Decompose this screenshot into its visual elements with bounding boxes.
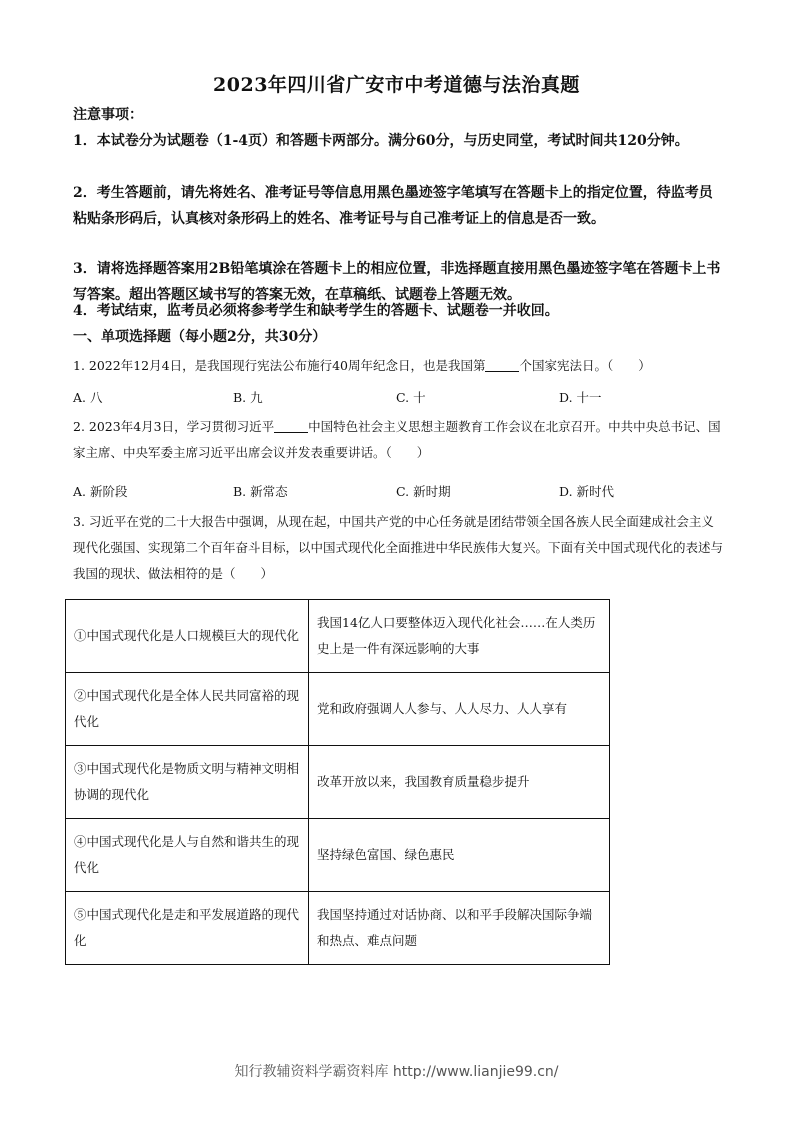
table-cell-statement: ②中国式现代化是全体人民共同富裕的现代化 (66, 673, 309, 746)
question-1-text-after: 个国家宪法日。（ ） (519, 358, 651, 373)
table-row (66, 673, 610, 746)
question-1-text-before: 1. 2022年12月4日，是我国现行宪法公布施行40周年纪念日，也是我国第 (73, 358, 486, 373)
notice-item-4: 4．考试结束，监考员必须将参考学生和缺考学生的答题卡、试题卷一并收回。 (73, 303, 559, 319)
option-c: C. 十 (396, 390, 426, 405)
table-cell-statement: ③中国式现代化是物质文明与精神文明相协调的现代化 (66, 746, 309, 819)
option-d: D. 新时代 (559, 484, 615, 499)
question-2-text-before: 2. 2023年4月3日，学习贯彻习近平 (73, 419, 275, 434)
table-row (66, 819, 610, 892)
option-b: B. 新常态 (233, 484, 288, 499)
question-3: 3. 习近平在党的二十大报告中强调，从现在起，中国共产党的中心任务就是团结带领全国各族人民全面建成社会主义现代化强国、实现第二个百年奋斗目标，以中国式现代化全面推进中华民族伟大复兴。下面有关中国式现代化的表述与我国的现状、做法相符的是（ ） (73, 514, 724, 581)
table-cell-statement: ①中国式现代化是人口规模巨大的现代化 (66, 600, 309, 673)
question-2 (73, 414, 725, 466)
option-c: C. 新时期 (396, 484, 451, 499)
table-cell-statement: ⑤中国式现代化是走和平发展道路的现代化 (66, 892, 309, 965)
question-2-options (73, 482, 725, 502)
notice-heading: 注意事项： (73, 107, 143, 123)
table-cell-fact: 党和政府强调人人参与、人人尽力、人人享有 (309, 673, 610, 746)
footer-watermark: 知行教辅资料学霸资料库 http://www.lianjie99.cn/ (234, 1064, 559, 1080)
section-heading: 一、单项选择题（每小题2分，共30分） (73, 329, 327, 345)
option-d: D. 十一 (559, 390, 602, 405)
table-row (66, 892, 610, 965)
question-3-table (65, 599, 610, 965)
question-2-text-after: 中国特色社会主义思想主题教育工作会议在北京召开。中共中央总书记、国家主席、中央军委主席习近平出席会议并发表重要讲话。（ ） (73, 419, 721, 460)
table-cell-fact: 我国坚持通过对话协商、以和平手段解决国际争端和热点、难点问题 (309, 892, 610, 965)
notice-item-3: 3．请将选择题答案用2B铅笔填涂在答题卡上的相应位置，非选择题直接用黑色墨迹签字笔在答题卡上书写答案。超出答题区域书写的答案无效，在草稿纸、试题卷上答题无效。 (73, 261, 721, 303)
table-cell-fact: 我国14亿人口要整体迈入现代化社会……在人类历史上是一件有深远影响的大事 (309, 600, 610, 673)
question-1-options (73, 388, 725, 408)
table-row (66, 600, 610, 673)
table-cell-statement: ④中国式现代化是人与自然和谐共生的现代化 (66, 819, 309, 892)
exam-title: 2023年四川省广安市中考道德与法治真题 (213, 74, 580, 96)
table-cell-fact: 改革开放以来，我国教育质量稳步提升 (309, 746, 610, 819)
option-a: A. 新阶段 (73, 484, 128, 499)
table-cell-fact: 坚持绿色富国、绿色惠民 (309, 819, 610, 892)
answer-blank (485, 358, 519, 372)
notice-item-2: 2．考生答题前，请先将姓名、准考证号等信息用黑色墨迹签字笔填写在答题卡上的指定位置，待监考员粘贴条形码后，认真核对条形码上的姓名、准考证号与自己准考证上的信息是否一致。 (73, 185, 713, 227)
option-b: B. 九 (233, 390, 263, 405)
table-row (66, 746, 610, 819)
answer-blank (274, 419, 308, 433)
question-1 (73, 353, 725, 379)
notice-item-1: 1．本试卷分为试题卷（1-4页）和答题卡两部分。满分60分，与历史同堂，考试时间共120分钟。 (73, 133, 689, 149)
option-a: A. 八 (73, 390, 103, 405)
